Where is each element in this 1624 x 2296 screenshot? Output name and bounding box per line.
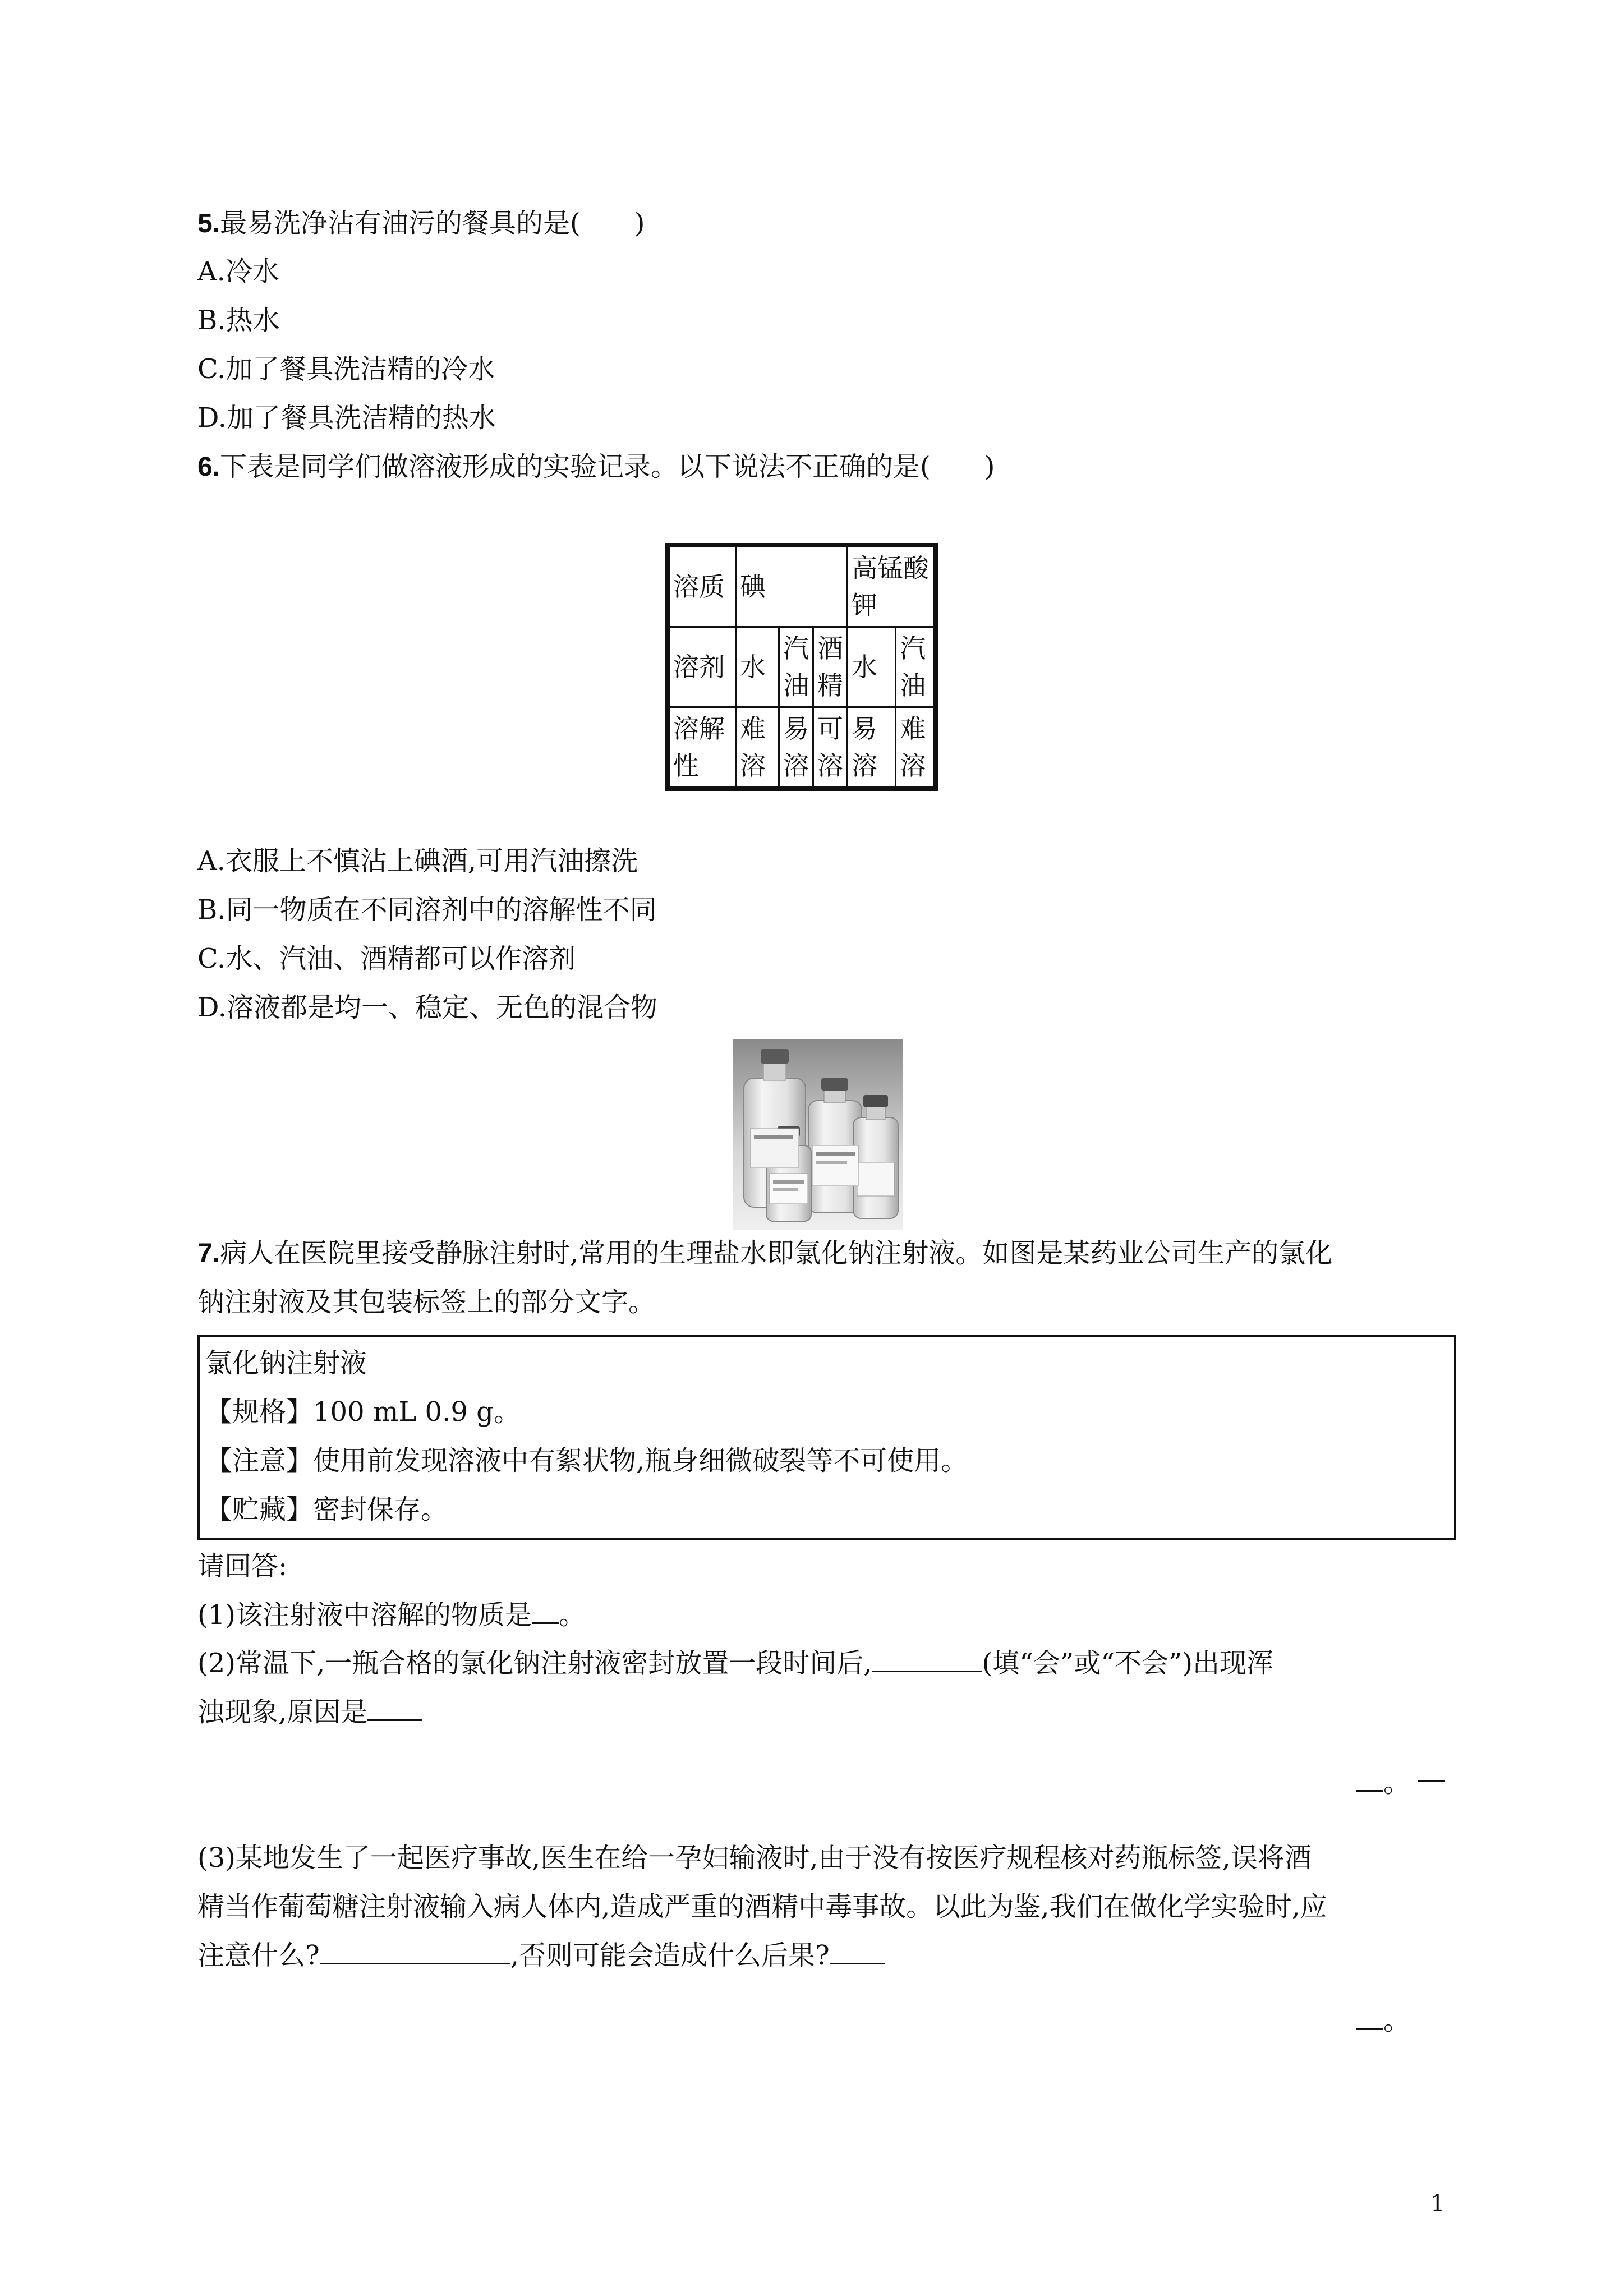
period: 。 xyxy=(1383,2005,1411,2036)
saline-bottles-photo xyxy=(733,1039,903,1230)
q7-sub3-text-a: 注意什么? xyxy=(197,1940,320,1971)
answer-blank[interactable] xyxy=(830,1938,885,1964)
table-cell: 水 xyxy=(848,627,896,707)
q5-option-c: C.加了餐具洗洁精的冷水 xyxy=(197,353,495,385)
q7-sub2-end xyxy=(1356,1765,1410,1801)
label-title: 氯化钠注射液 xyxy=(205,1347,367,1379)
answer-blank-continuation[interactable] xyxy=(1418,1756,1445,1782)
q6-option-a: A.衣服上不慎沾上碘酒,可用汽油擦洗 xyxy=(197,845,638,877)
q5-option-b: B.热水 xyxy=(197,305,280,336)
q7-sub1 xyxy=(197,1597,586,1633)
table-cell: 汽油 xyxy=(779,627,813,707)
table-cell: 溶质 xyxy=(668,545,736,627)
table-cell: 高锰酸钾 xyxy=(848,545,936,627)
q5-option-d: D.加了餐具洗洁精的热水 xyxy=(197,402,496,434)
label-storage: 【贮藏】密封保存。 xyxy=(205,1494,448,1525)
table-cell: 可溶 xyxy=(813,707,848,789)
q6-option-c: C.水、汽油、酒精都可以作溶剂 xyxy=(197,943,576,974)
q6-number: 6. xyxy=(197,452,220,482)
q7-sub2-text-b: (填“会”或“不会”)出现浑 xyxy=(982,1648,1274,1679)
table-row xyxy=(668,707,936,789)
table-cell: 汽油 xyxy=(896,627,936,707)
answer-prompt: 请回答: xyxy=(197,1550,288,1582)
table-cell: 难溶 xyxy=(896,707,936,789)
table-cell: 碘 xyxy=(736,545,848,627)
answer-blank[interactable] xyxy=(532,1598,559,1624)
q7-stem-line2: 钠注射液及其包装标签上的部分文字。 xyxy=(197,1286,656,1318)
q7-sub3-line2: 精当作葡萄糖注射液输入病人体内,造成严重的酒精中毒事故。以此为鉴,我们在做化学实验时,应 xyxy=(197,1891,1327,1922)
q7-sub2-text-a: (2)常温下,一瓶合格的氯化钠注射液密封放置一段时间后, xyxy=(197,1648,872,1679)
q6-stem xyxy=(197,449,995,485)
q7-sub1-text: (1)该注射液中溶解的物质是 xyxy=(197,1599,532,1631)
q5-number: 5. xyxy=(197,209,220,238)
table-cell: 水 xyxy=(736,627,779,707)
solubility-table xyxy=(665,543,938,791)
table-row xyxy=(668,627,936,707)
answer-blank[interactable] xyxy=(872,1646,982,1672)
q6-option-b: B.同一物质在不同溶剂中的溶解性不同 xyxy=(197,894,657,926)
q7-sub2-line2 xyxy=(197,1694,422,1730)
injection-label-box xyxy=(197,1335,1456,1540)
q7-sub3-end xyxy=(1356,2003,1410,2039)
q7-sub2-line1 xyxy=(197,1645,1273,1681)
label-spec: 【规格】100 mL 0.9 g。 xyxy=(205,1396,521,1428)
page-number: 1 xyxy=(1430,2191,1445,2216)
answer-blank[interactable] xyxy=(367,1695,422,1721)
answer-blank[interactable] xyxy=(320,1938,510,1964)
q7-sub2-text-c: 浊现象,原因是 xyxy=(197,1696,368,1728)
table-row xyxy=(668,545,936,627)
q7-stem-text: 病人在医院里接受静脉注射时,常用的生理盐水即氯化钠注射液。如图是某药业公司生产的氯化 xyxy=(220,1237,1333,1269)
table-cell: 易溶 xyxy=(779,707,813,789)
q5-option-a: A.冷水 xyxy=(197,256,279,287)
table-cell: 难溶 xyxy=(736,707,779,789)
answer-blank[interactable] xyxy=(1356,1765,1383,1792)
answer-blank[interactable] xyxy=(1356,2003,1383,2030)
q6-stem-text: 下表是同学们做溶液形成的实验记录。以下说法不正确的是( ) xyxy=(220,451,995,482)
period: 。 xyxy=(1383,1767,1411,1798)
table-cell: 溶解性 xyxy=(668,707,736,789)
q7-sub3-text-b: ,否则可能会造成什么后果? xyxy=(510,1940,830,1971)
period: 。 xyxy=(559,1599,586,1631)
table-cell: 溶剂 xyxy=(668,627,736,707)
q7-number: 7. xyxy=(197,1239,220,1268)
table-cell: 易溶 xyxy=(848,707,896,789)
q7-sub3-line1: (3)某地发生了一起医疗事故,医生在给一孕妇输液时,由于没有按医疗规程核对药瓶标签,误将酒 xyxy=(197,1842,1312,1874)
q5-stem-text: 最易洗净沾有油污的餐具的是( ) xyxy=(220,208,645,239)
table-cell: 酒精 xyxy=(813,627,848,707)
q6-option-d: D.溶液都是均一、稳定、无色的混合物 xyxy=(197,992,658,1023)
q7-stem-line1 xyxy=(197,1235,1332,1272)
q7-sub3-line3 xyxy=(197,1938,885,1973)
q5-stem xyxy=(197,205,645,242)
label-note: 【注意】使用前发现溶液中有絮状物,瓶身细微破裂等不可使用。 xyxy=(205,1445,968,1476)
